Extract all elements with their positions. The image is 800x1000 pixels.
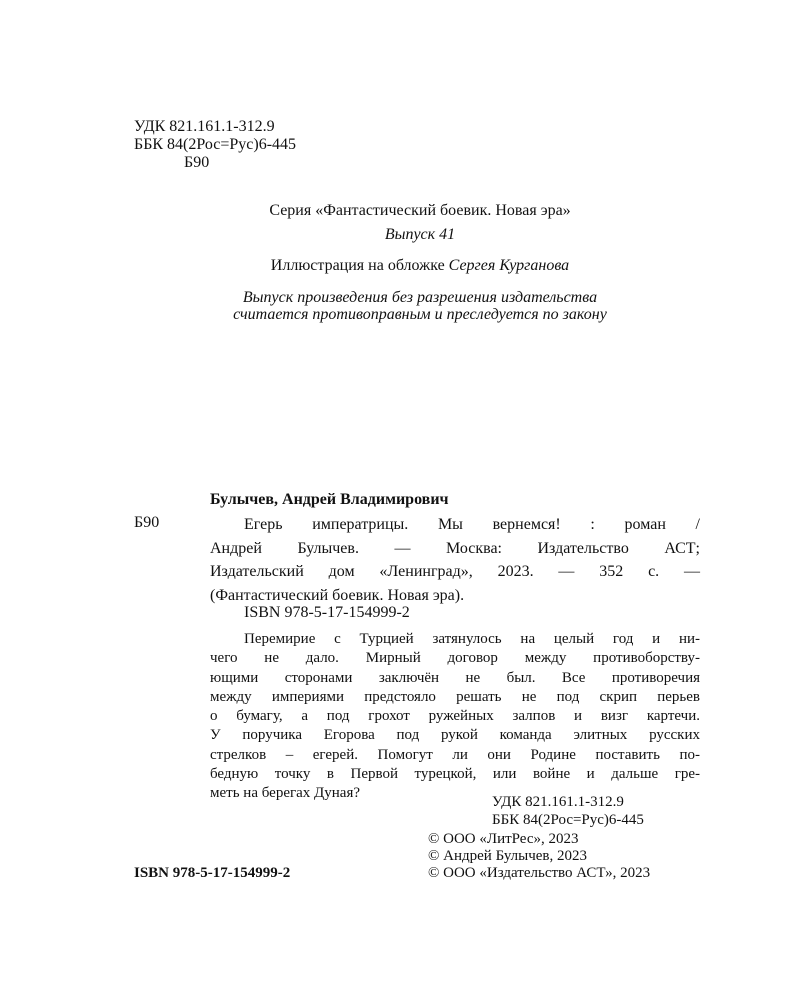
annotation-line: У поручика Егорова под рукой команда элитных русских	[210, 727, 700, 744]
catalog-entry-line: (Фантастический боевик. Новая эра).	[210, 586, 465, 604]
annotation-line: о бумагу, а под грохот ружейных залпов и визг картечи.	[210, 708, 700, 725]
legal-notice-line-1: Выпуск произведения без разрешения издательства	[242, 289, 598, 306]
catalog-code: Б90	[134, 514, 160, 531]
catalog-entry	[210, 513, 700, 607]
footer-isbn: ISBN 978-5-17-154999-2	[134, 865, 291, 881]
copyright-line: © Андрей Булычев, 2023	[428, 848, 588, 864]
footer-udk-code: УДК 821.161.1-312.9	[492, 794, 624, 810]
series-title: Серия «Фантастический боевик. Новая эра»	[269, 202, 571, 219]
annotation-line: бедную точку в Первой турецкой, или войне и дальше гре-	[210, 766, 700, 783]
annotation-line: стрелков – егерей. Помогут ли они Родине поставить по-	[210, 746, 700, 763]
catalog-entry-line: Издательский дом «Ленинград», 2023. — 352 с. —	[210, 563, 700, 580]
illustration-credit	[0, 256, 800, 276]
catalog-isbn: ISBN 978-5-17-154999-2	[244, 604, 410, 621]
annotation-line: ющими сторонами заключён не был. Все противоречия	[210, 669, 700, 686]
illustration-prefix: Иллюстрация на обложке	[270, 257, 449, 274]
author-mark: Б90	[184, 154, 210, 171]
copyright-line: © ООО «ЛитРес», 2023	[428, 831, 579, 847]
catalog-entry-line: Егерь императрицы. Мы вернемся! : роман /	[244, 516, 700, 533]
annotation-line: чего не дало. Мирный договор между противоборству-	[210, 650, 700, 667]
udk-code: УДК 821.161.1-312.9	[134, 118, 275, 135]
catalog-author: Булычев, Андрей Владимирович	[210, 491, 449, 508]
bbk-code: ББК 84(2Рос=Рус)6-445	[134, 136, 297, 153]
annotation	[210, 630, 700, 804]
footer-bbk-code: ББК 84(2Рос=Рус)6-445	[492, 812, 644, 828]
annotation-line: Перемирие с Турцией затянулось на целый год и ни-	[244, 631, 700, 647]
catalog-entry-line: Андрей Булычев. — Москва: Издательство АСТ;	[210, 539, 700, 557]
copyright-line: © ООО «Издательство АСТ», 2023	[428, 865, 651, 881]
legal-notice-line-2: считается противоправным и преследуется по закону	[233, 306, 607, 323]
illustration-artist: Сергея Курганова	[448, 257, 570, 274]
annotation-line: между империями предстояло решать не под скрип перьев	[210, 688, 700, 705]
series-issue: Выпуск 41	[384, 226, 456, 243]
annotation-line: меть на берегах Дуная?	[210, 785, 361, 802]
